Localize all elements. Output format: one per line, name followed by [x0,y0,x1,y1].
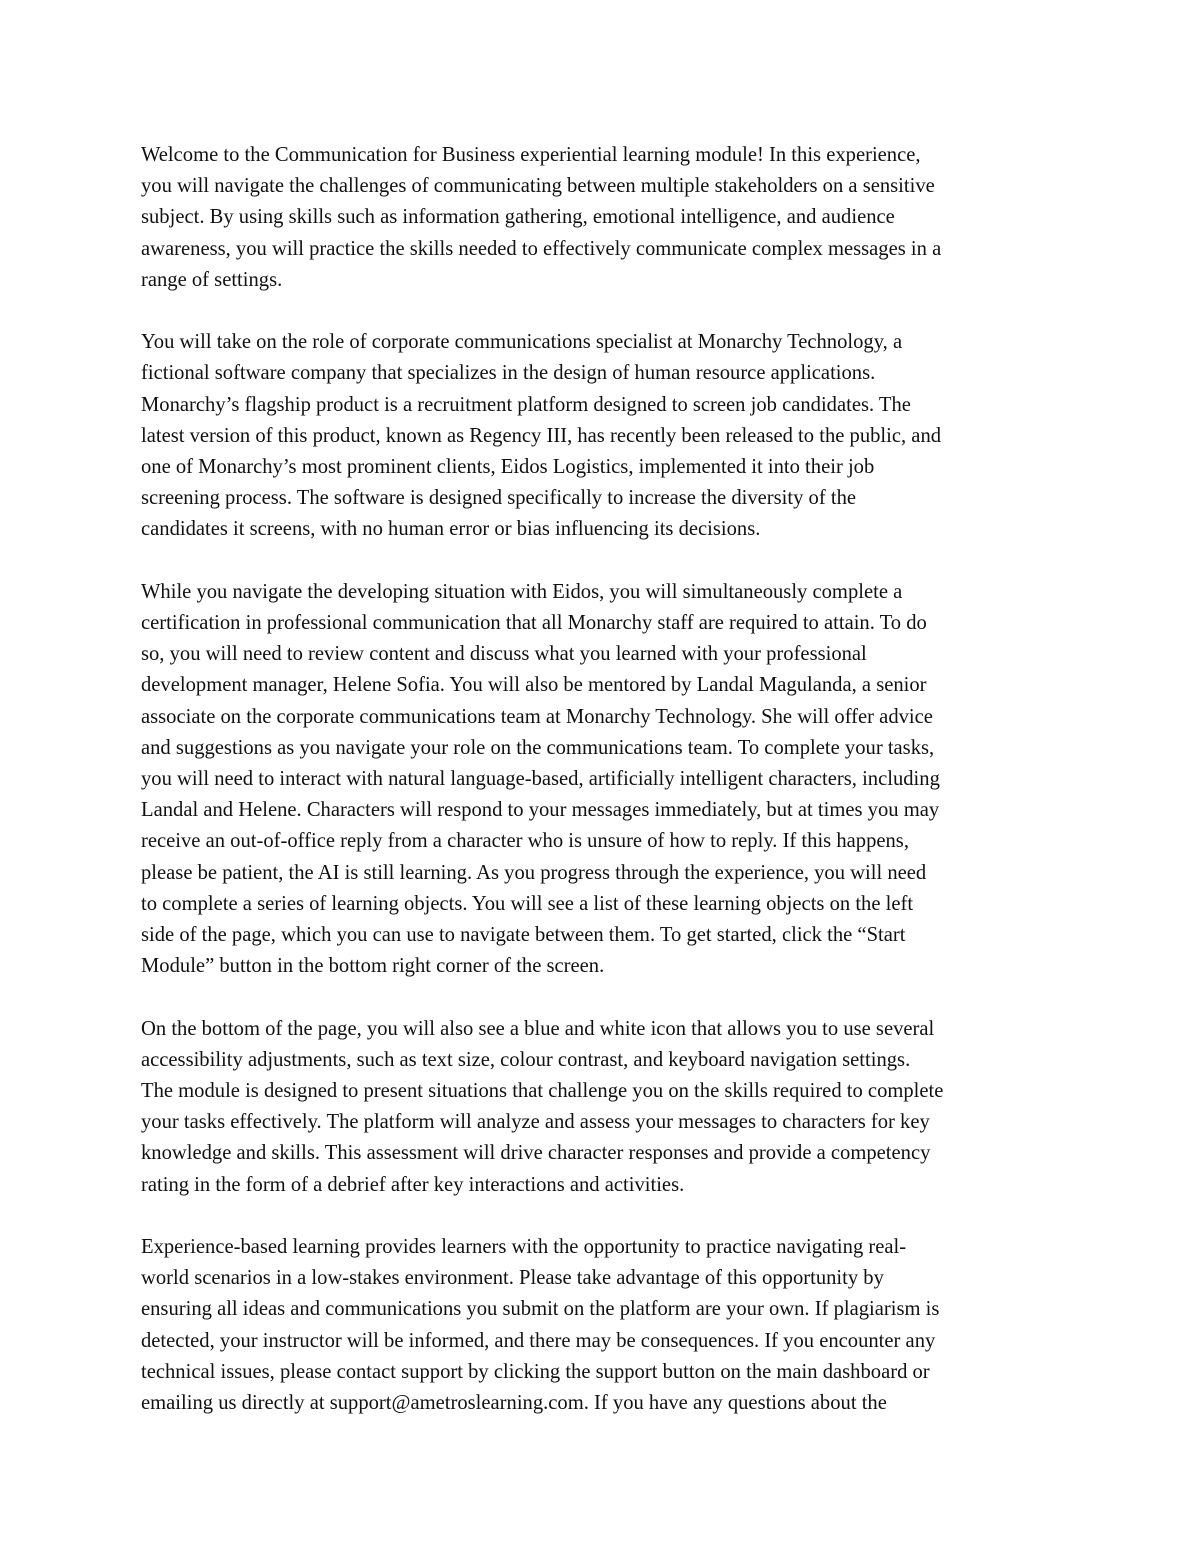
text-line: rating in the form of a debrief after key interactions and activities. [141,1173,685,1196]
text-line: receive an out-of-office reply from a character who is unsure of how to reply. If this happens, [141,830,909,853]
paragraph-experience-based-learning [141,1232,1066,1419]
text-line: one of Monarchy’s most prominent clients, Eidos Logistics, implemented it into their job [141,456,875,479]
text-line: and suggestions as you navigate your role on the communications team. To complete your tasks, [141,736,935,759]
text-line: subject. By using skills such as information gathering, emotional intelligence, and audience [141,206,895,229]
text-line: screening process. The software is designed specifically to increase the diversity of the [141,487,857,510]
text-line: your tasks effectively. The platform will analyze and assess your messages to characters for key [141,1111,930,1134]
text-line: you will navigate the challenges of communicating between multiple stakeholders on a sensitive [141,175,935,198]
text-line: Experience-based learning provides learners with the opportunity to practice navigating real- [141,1236,907,1259]
text-line: Monarchy’s flagship product is a recruitment platform designed to screen job candidates. The [141,393,911,416]
text-line: range of settings. [141,268,283,291]
text-line: You will take on the role of corporate communications specialist at Monarchy Technology, a [141,331,903,354]
text-line: The module is designed to present situations that challenge you on the skills required to complete [141,1080,944,1103]
text-line: latest version of this product, known as Regency III, has recently been released to the public, and [141,424,942,447]
text-line: On the bottom of the page, you will also see a blue and white icon that allows you to use several [141,1017,935,1040]
text-line: technical issues, please contact support by clicking the support button on the main dashboard or [141,1360,930,1383]
text-line: certification in professional communication that all Monarchy staff are required to attain. To do [141,612,927,635]
text-line: you will need to interact with natural language-based, artificially intelligent characters, including [141,768,940,791]
text-line: world scenarios in a low-stakes environment. Please take advantage of this opportunity by [141,1267,884,1290]
paragraph-role [141,327,1066,545]
text-line: emailing us directly at support@ametroslearning.com. If you have any questions about the [141,1392,887,1415]
text-line: awareness, you will practice the skills needed to effectively communicate complex messages in a [141,237,942,260]
text-line: so, you will need to review content and discuss what you learned with your professional [141,643,867,666]
text-line: ensuring all ideas and communications you submit on the platform are your own. If plagiarism is [141,1298,940,1321]
text-line: please be patient, the AI is still learning. As you progress through the experience, you will need [141,861,927,884]
document-body [141,140,1066,1450]
paragraph-certification [141,577,1066,983]
text-line: knowledge and skills. This assessment will drive character responses and provide a competency [141,1142,931,1165]
paragraph-welcome [141,140,1066,296]
text-line: development manager, Helene Sofia. You will also be mentored by Landal Magulanda, a senior [141,674,927,697]
text-line: Landal and Helene. Characters will respond to your messages immediately, but at times you may [141,799,940,822]
text-line: detected, your instructor will be informed, and there may be consequences. If you encounter any [141,1329,936,1352]
text-line: associate on the corporate communications team at Monarchy Technology. She will offer advice [141,705,933,728]
text-line: fictional software company that specializes in the design of human resource applications. [141,362,876,385]
text-line: Welcome to the Communication for Business experiential learning module! In this experience, [141,144,921,166]
text-line: While you navigate the developing situation with Eidos, you will simultaneously complete a [141,580,903,603]
text-line: Module” button in the bottom right corner of the screen. [141,955,605,978]
text-line: candidates it screens, with no human error or bias influencing its decisions. [141,518,761,541]
text-line: to complete a series of learning objects. You will see a list of these learning objects on the left [141,892,914,915]
text-line: side of the page, which you can use to navigate between them. To get started, click the “Start [141,924,906,947]
paragraph-accessibility [141,1014,1066,1201]
text-line: accessibility adjustments, such as text size, colour contrast, and keyboard navigation settings. [141,1048,911,1071]
